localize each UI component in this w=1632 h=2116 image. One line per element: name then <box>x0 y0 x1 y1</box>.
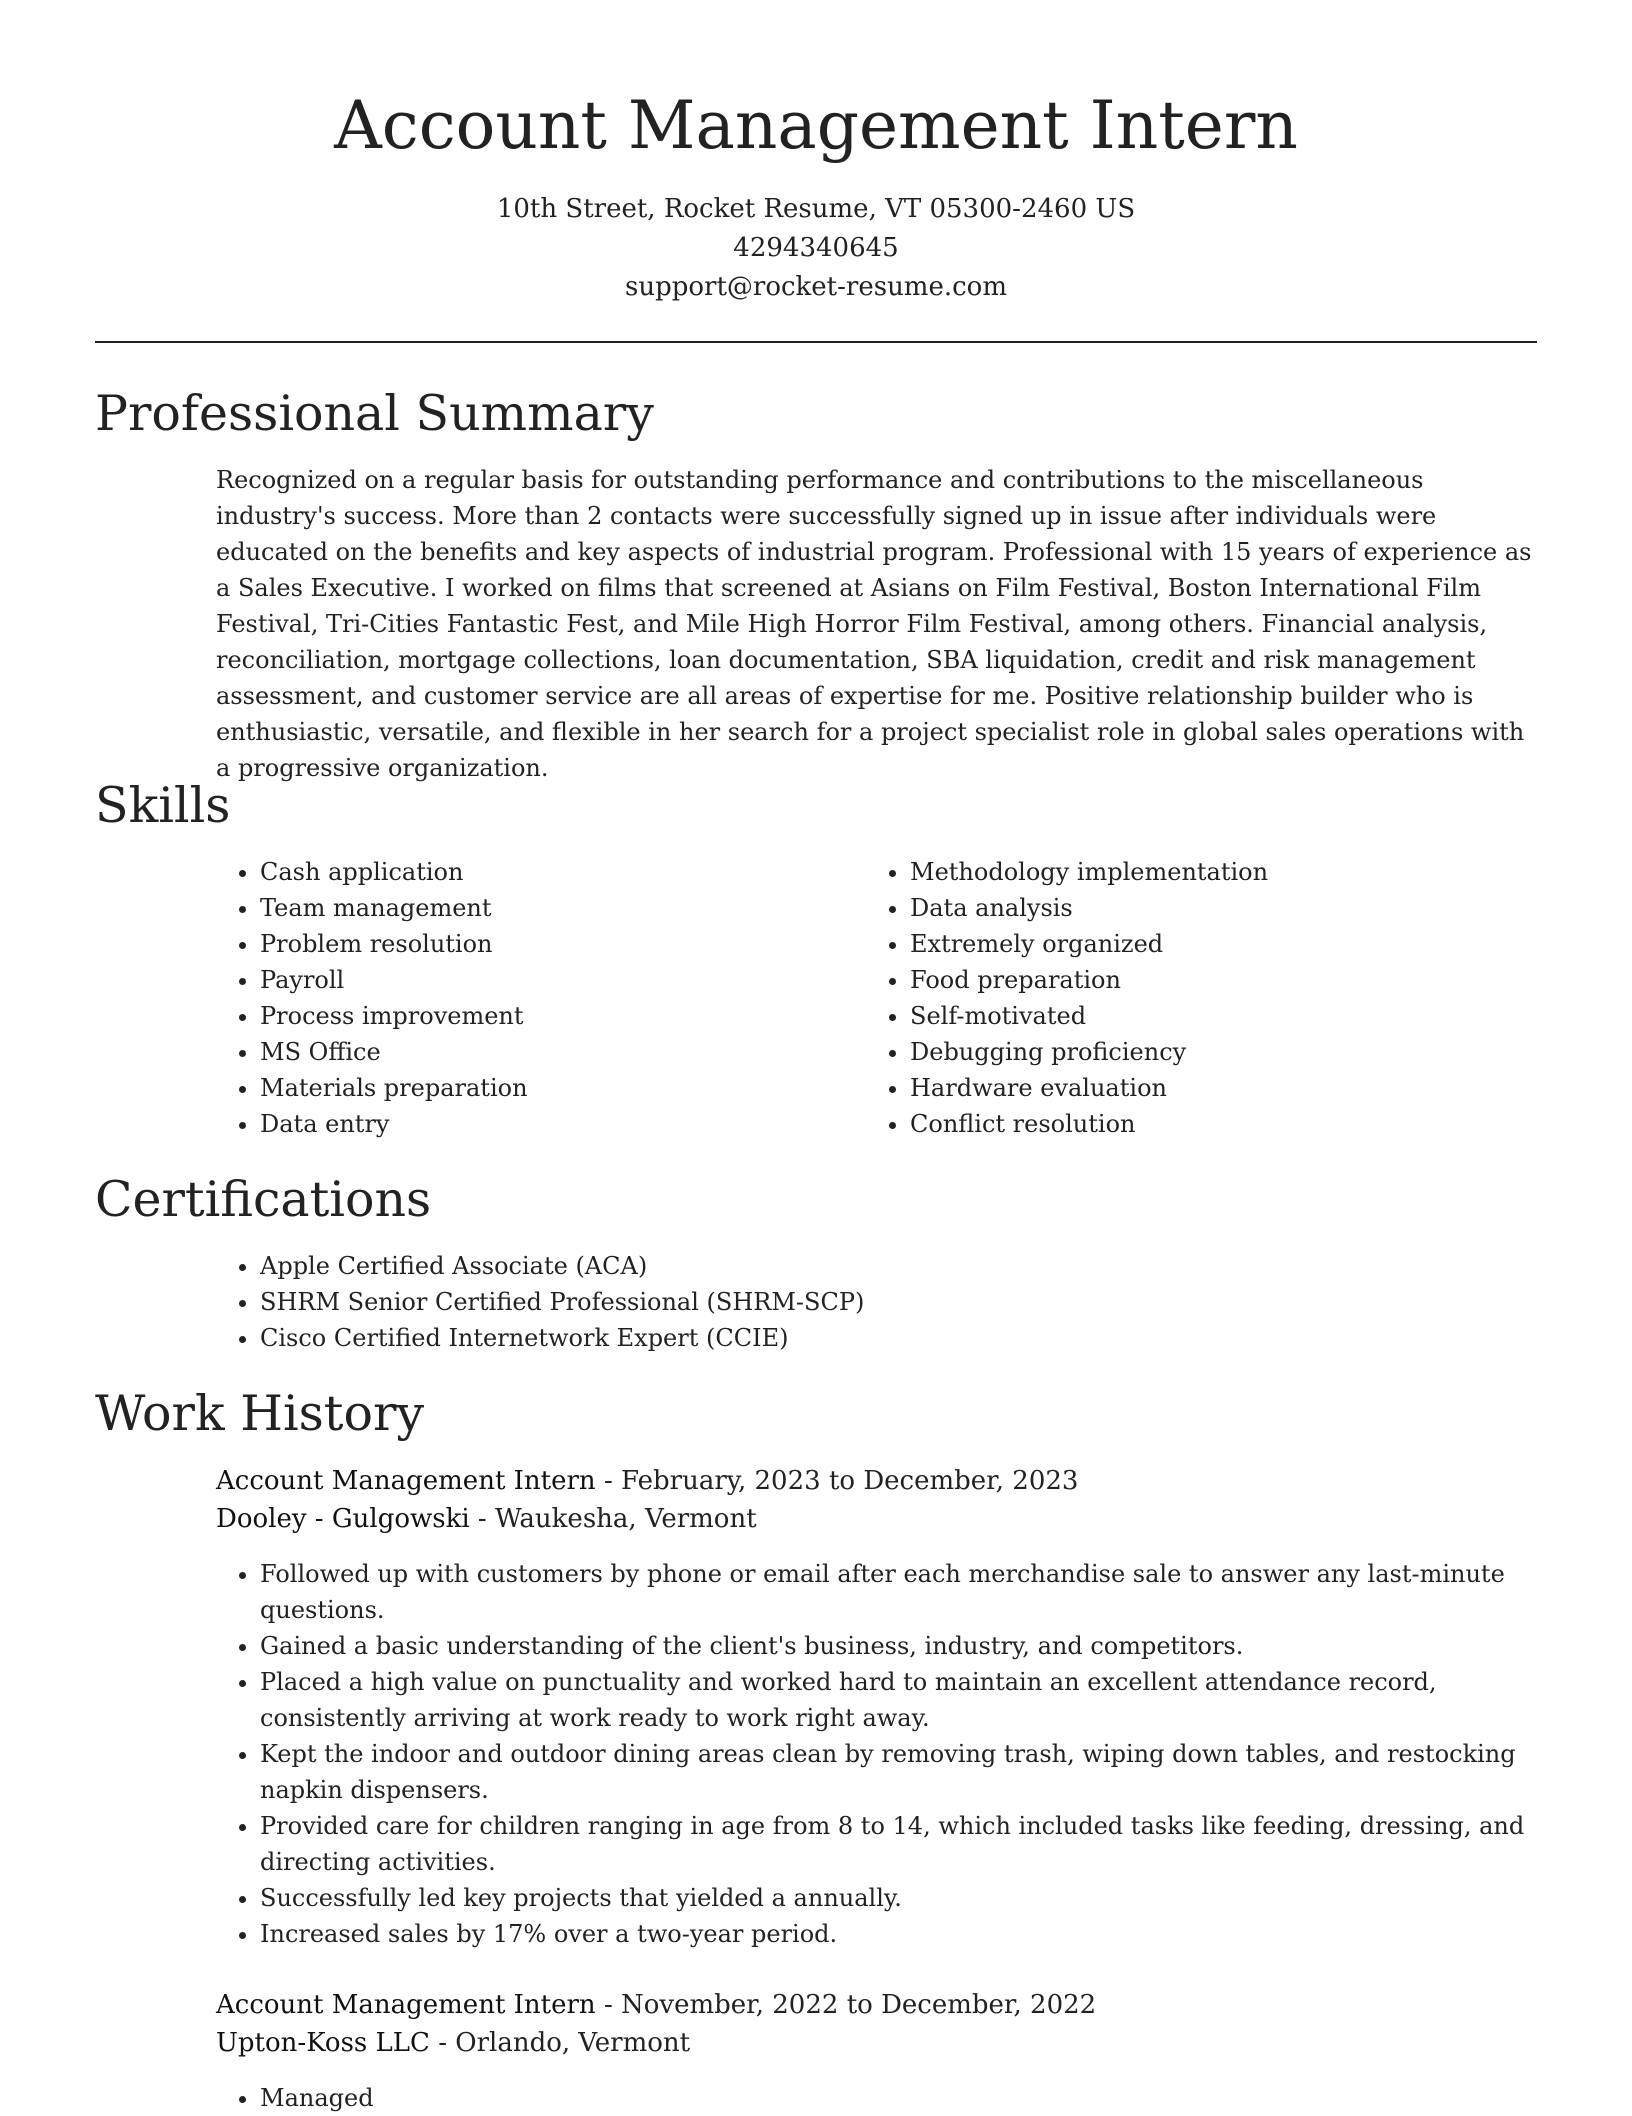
skill-item: • MS Office <box>260 1034 856 1070</box>
header-divider <box>95 341 1537 343</box>
skills-list-left <box>216 854 856 1142</box>
job-duties <box>216 1556 1536 1952</box>
candidate-name: Account Management Intern <box>334 87 1298 164</box>
job-duty: • Successfully led key projects that yielded a annually. <box>260 1880 1536 1916</box>
skill-item: • Self-motivated <box>910 998 1536 1034</box>
job-duties-list <box>216 2080 1536 2116</box>
skill-item: • Extremely organized <box>910 926 1536 962</box>
skill-item: • Debugging proficiency <box>910 1034 1536 1070</box>
skill-item: • Team management <box>260 890 856 926</box>
job-duty: • Followed up with customers by phone or email after each merchandise sale to answer any last-minute questions. <box>260 1556 1536 1628</box>
certifications-heading: Certifications <box>95 1171 432 1228</box>
job-dates: - November, 2022 to December, 2022 <box>595 1990 1097 2020</box>
certification-item: • SHRM Senior Certified Professional (SHRM-SCP) <box>260 1284 1536 1320</box>
certification-item: • Cisco Certified Internetwork Expert (CCIE) <box>260 1320 1536 1356</box>
skill-item: • Food preparation <box>910 962 1536 998</box>
skill-item: • Payroll <box>260 962 856 998</box>
job-duties <box>216 2080 1536 2116</box>
skill-item: • Conflict resolution <box>910 1106 1536 1142</box>
job-company-line <box>216 1500 1078 1538</box>
job-duty: • Provided care for children ranging in age from 8 to 14, which included tasks like feeding, dressing, and directing activities. <box>260 1808 1536 1880</box>
job-role: Account Management Intern <box>216 1466 596 1496</box>
job-title-line <box>216 1986 1096 2024</box>
work-history-heading: Work History <box>95 1385 425 1442</box>
job-header <box>216 1462 1078 1538</box>
skill-item: • Problem resolution <box>260 926 856 962</box>
skill-item: • Materials preparation <box>260 1070 856 1106</box>
job-role: Account Management Intern <box>216 1990 596 2020</box>
contact-email: support@rocket-resume.com <box>624 272 1007 302</box>
certification-item: • Apple Certified Associate (ACA) <box>260 1248 1536 1284</box>
skill-item: • Hardware evaluation <box>910 1070 1536 1106</box>
contact-block <box>0 190 1632 307</box>
skills-list-right <box>866 854 1536 1142</box>
skill-item: • Data analysis <box>910 890 1536 926</box>
skills-heading: Skills <box>95 777 231 834</box>
skills-column-left <box>216 854 856 1142</box>
job-duty: • Placed a high value on punctuality and worked hard to maintain an excellent attendance record, consistently arriving at work ready to work right away. <box>260 1664 1536 1736</box>
summary-text: Recognized on a regular basis for outstanding performance and contributions to the miscellaneous industry's success. More than 2 contacts were successfully signed up in issue after individuals were educated on the benefits and key aspects of industrial program. Professional with 15 years of experience as a Sales Executive. I worked on films that screened at Asians on Film Festival, Boston International Film Festival, Tri-Cities Fantastic Fest, and Mile High Horror Film Festival, among others. Financial analysis, reconciliation, mortgage collections, loan documentation, SBA liquidation, credit and risk management assessment, and customer service are all areas of expertise for me. Positive relationship builder who is enthusiastic, versatile, and flexible in her search for a project specialist role in global sales operations with a progressive organization. <box>216 466 1532 782</box>
skill-item: • Cash application <box>260 854 856 890</box>
job-location: - Orlando, Vermont <box>429 2028 691 2058</box>
skills-column-right <box>866 854 1536 1142</box>
job-location: - Waukesha, Vermont <box>469 1504 757 1534</box>
job-company: Upton-Koss LLC <box>216 2028 430 2058</box>
job-duties-list <box>216 1556 1536 1952</box>
certifications-list <box>216 1248 1536 1356</box>
skill-item: • Process improvement <box>260 998 856 1034</box>
skill-item: • Data entry <box>260 1106 856 1142</box>
job-header <box>216 1986 1096 2062</box>
skill-item: • Methodology implementation <box>910 854 1536 890</box>
job-company: Dooley - Gulgowski <box>216 1504 470 1534</box>
job-duty: • Increased sales by 17% over a two-year period. <box>260 1916 1536 1952</box>
contact-address: 10th Street, Rocket Resume, VT 05300-2460 US <box>496 194 1136 224</box>
job-duty: • Kept the indoor and outdoor dining areas clean by removing trash, wiping down tables, and restocking napkin dispensers. <box>260 1736 1536 1808</box>
job-dates: - February, 2023 to December, 2023 <box>595 1466 1079 1496</box>
job-duty: • Gained a basic understanding of the client's business, industry, and competitors. <box>260 1628 1536 1664</box>
job-company-line <box>216 2024 1096 2062</box>
job-duty: • Managed <box>260 2080 1536 2116</box>
job-title-line <box>216 1462 1078 1500</box>
certifications-block <box>216 1248 1536 1356</box>
contact-phone: 4294340645 <box>733 233 899 263</box>
summary-heading: Professional Summary <box>95 385 654 442</box>
